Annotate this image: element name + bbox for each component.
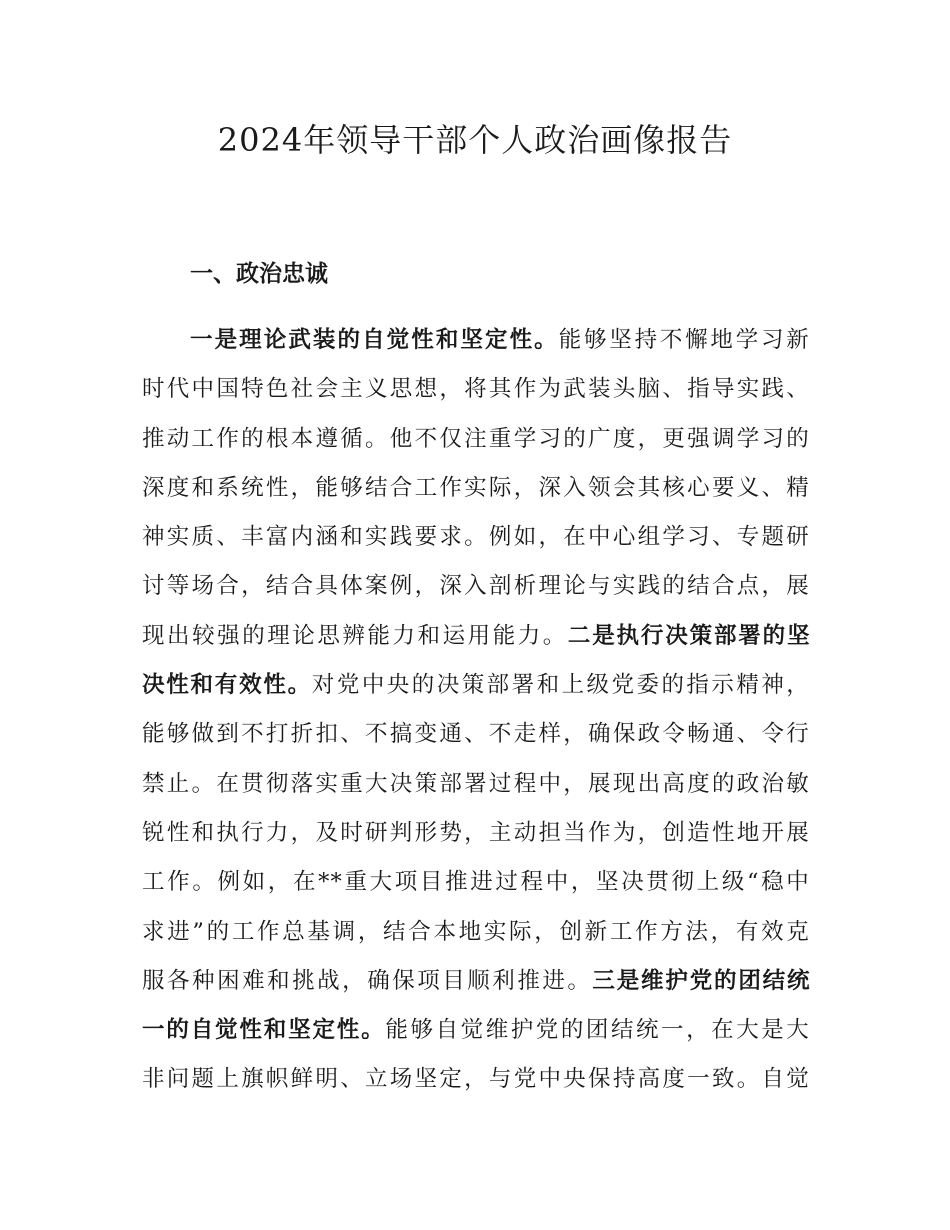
text-run: 神实质、丰富内涵和实践要求。例如，在中心组学习、专题研 [142,524,810,551]
text-run: 能够自觉维护党的团结统一，在大是大 [385,1017,810,1044]
text-run: 求进”的工作总基调，结合本地实际，创新工作方法，有效克 [142,918,810,945]
section-heading: 一、政治忠诚 [190,261,328,287]
paragraph-line [142,957,810,1006]
text-run: 锐性和执行力，及时研判形势，主动担当作为，创造性地开展 [142,819,810,846]
paragraph-line [142,858,810,907]
paragraph-line [142,710,810,759]
text-run: 禁止。在贯彻落实重大决策部署过程中，展现出高度的政治敏 [142,770,810,797]
bold-lead-phrase: 一的自觉性和坚定性。 [142,1017,386,1044]
paragraph-line [142,513,810,562]
text-run: 服各种困难和挑战，确保项目顺利推进。 [142,967,593,994]
text-run: 能够坚持不懈地学习新 [558,327,810,353]
paragraph-line [142,908,810,957]
paragraph-line [142,316,810,365]
text-run: 非问题上旗帜鲜明、立场坚定，与党中央保持高度一致。自觉 [142,1066,810,1093]
text-run: 工作。例如，在**重大项目推进过程中，坚决贯彻上级“稳中 [142,869,810,896]
text-run: 推动工作的根本遵循。他不仅注重学习的广度，更强调学习的 [142,425,810,452]
paragraph-line [142,809,810,858]
paragraph-line [142,612,810,661]
bold-lead-phrase: 三是维护党的团结统 [592,967,810,994]
body-paragraph [142,316,810,1105]
paragraph-line [142,1006,810,1055]
text-run: 能够做到不打折扣、不搞变通、不走样，确保政令畅通、令行 [142,721,810,748]
bold-lead-phrase: 决性和有效性。 [142,672,312,699]
text-run: 讨等场合，结合具体案例，深入剖析理论与实践的结合点，展 [142,573,810,600]
paragraph-line [142,365,810,414]
text-run: 时代中国特色社会主义思想，将其作为武装头脑、指导实践、 [142,376,810,403]
paragraph-line [142,661,810,710]
paragraph-line [142,1055,810,1104]
paragraph-line [142,760,810,809]
text-run: 现出较强的理论思辨能力和运用能力。 [142,622,568,649]
paragraph-line [142,562,810,611]
bold-lead-phrase: 一是理论武装的自觉性和坚定性。 [190,327,559,353]
document-title: 2024年领导干部个人政治画像报告 [217,121,733,159]
text-run: 深度和系统性，能够结合工作实际，深入领会其核心要义、精 [142,474,810,501]
text-run: 对党中央的决策部署和上级党委的指示精神， [311,672,810,699]
paragraph-line [142,464,810,513]
bold-lead-phrase: 二是执行决策部署的坚 [567,622,810,649]
paragraph-line [142,415,810,464]
